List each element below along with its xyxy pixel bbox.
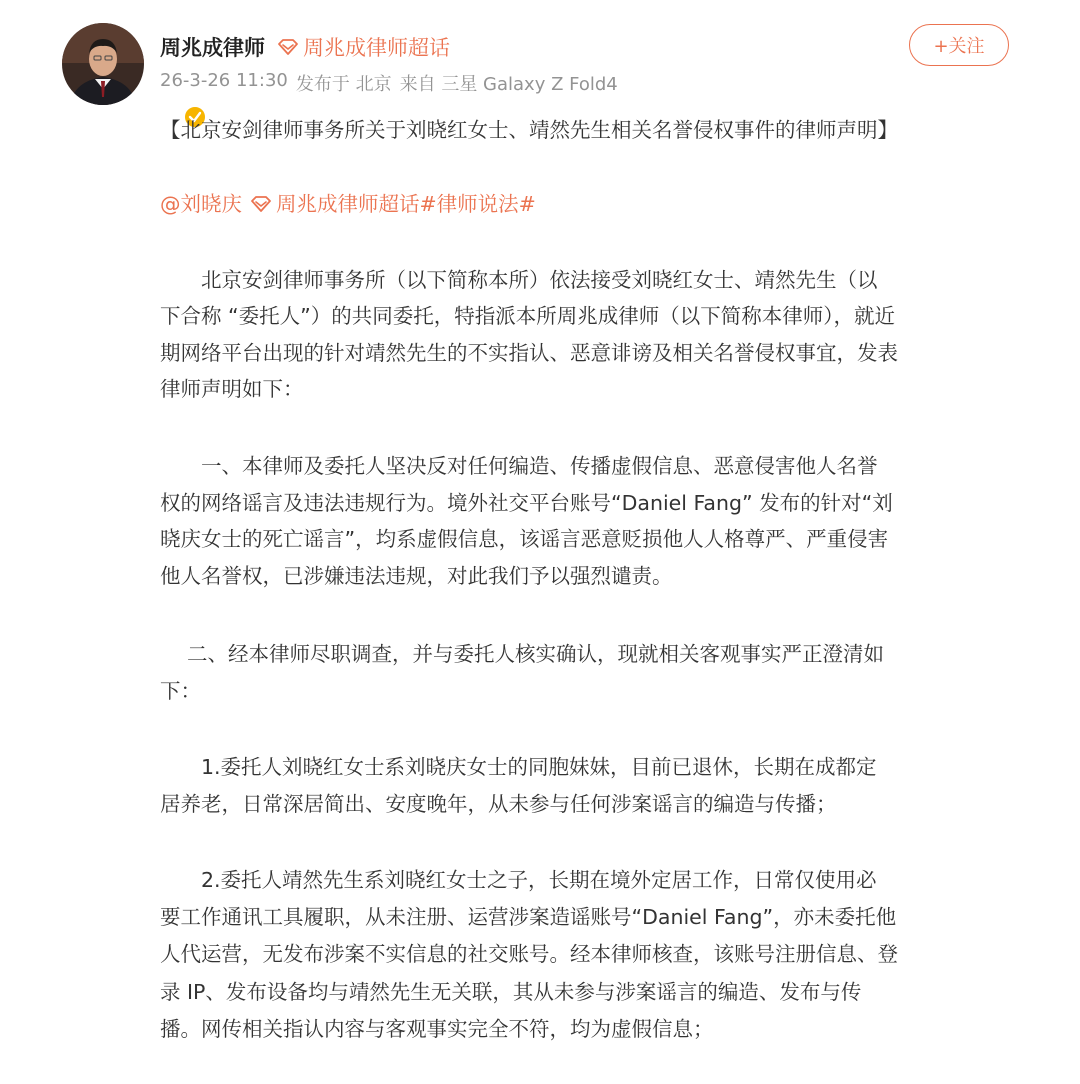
supertopic-diamond-icon (277, 38, 299, 56)
body-line: 一、本律师及委托人坚决反对任何编造、传播虚假信息、恶意侵害他人名誉 (160, 454, 878, 478)
body-line: 期网络平台出现的针对靖然先生的不实指认、恶意诽谤及相关名誉侵权事宜，发表 (160, 341, 898, 365)
author-name[interactable]: 周兆成律师 (160, 36, 265, 60)
post-time[interactable]: 26-3-26 11:30 (160, 70, 288, 91)
follow-button[interactable]: +关注 (909, 24, 1009, 66)
body-line: 权的网络谣言及违法违规行为。境外社交平台账号“Daniel Fang” 发布的针对“刘 (160, 491, 893, 515)
post-header (160, 31, 450, 63)
body-line: 要工作通讯工具履职，从未注册、运营涉案造谣账号“Daniel Fang”，亦未委托他 (160, 905, 897, 929)
body-line: 人代运营，无发布涉案不实信息的社交账号。经本律师核查，该账号注册信息、登 (160, 942, 898, 966)
body-line: 2.委托人靖然先生系刘晓红女士之子，长期在境外定居工作，日常仅使用必 (160, 868, 877, 892)
body-line: 二、经本律师尽职调查，并与委托人核实确认，现就相关客观事实严正澄清如 (160, 642, 885, 666)
body-line: 晓庆女士的死亡谣言”，均系虚假信息，该谣言恶意贬损他人人格尊严、严重侵害 (160, 527, 889, 551)
post-tags (160, 186, 536, 222)
post-source: 来自 三星 Galaxy Z Fold4 (399, 74, 618, 95)
supertopic-label: 周兆成律师超话 (303, 36, 450, 60)
body-line: 1.委托人刘晓红女士系刘晓庆女士的同胞妹妹，目前已退休，长期在成都定 (160, 755, 877, 779)
post-title: 【北京安剑律师事务所关于刘晓红女士、靖然先生相关名誉侵权事件的律师声明】 (160, 118, 898, 142)
body-line: 律师声明如下： (160, 377, 304, 401)
body-line: 他人名誉权，已涉嫌违法违规，对此我们予以强烈谴责。 (160, 564, 673, 588)
avatar-image (62, 23, 144, 105)
hashtag-link[interactable]: #律师说法# (419, 192, 536, 216)
body-line: 居养老，日常深居简出、安度晚年，从未参与任何涉案谣言的编造与传播； (160, 792, 837, 816)
body-line: 下合称 “委托人”）的共同委托，特指派本所周兆成律师（以下简称本律师），就近 (160, 304, 896, 328)
supertopic-link[interactable] (277, 32, 450, 62)
supertopic-diamond-icon (250, 195, 272, 213)
body-line: 播。网传相关指认内容与客观事实完全不符，均为虚假信息； (160, 1017, 714, 1041)
supertopic-tag-link[interactable]: 周兆成律师超话 (276, 192, 420, 216)
author-avatar[interactable] (62, 23, 144, 105)
body-line: 北京安剑律师事务所（以下简称本所）依法接受刘晓红女士、靖然先生（以 (160, 268, 878, 292)
body-line: 录 IP、发布设备均与靖然先生无关联，其从未参与涉案谣言的编造、发布与传 (160, 980, 862, 1004)
post-meta (160, 70, 618, 96)
mention-link[interactable]: @刘晓庆 (160, 192, 242, 216)
body-line: 下： (160, 679, 201, 703)
post-location: 发布于 北京 (295, 74, 392, 95)
